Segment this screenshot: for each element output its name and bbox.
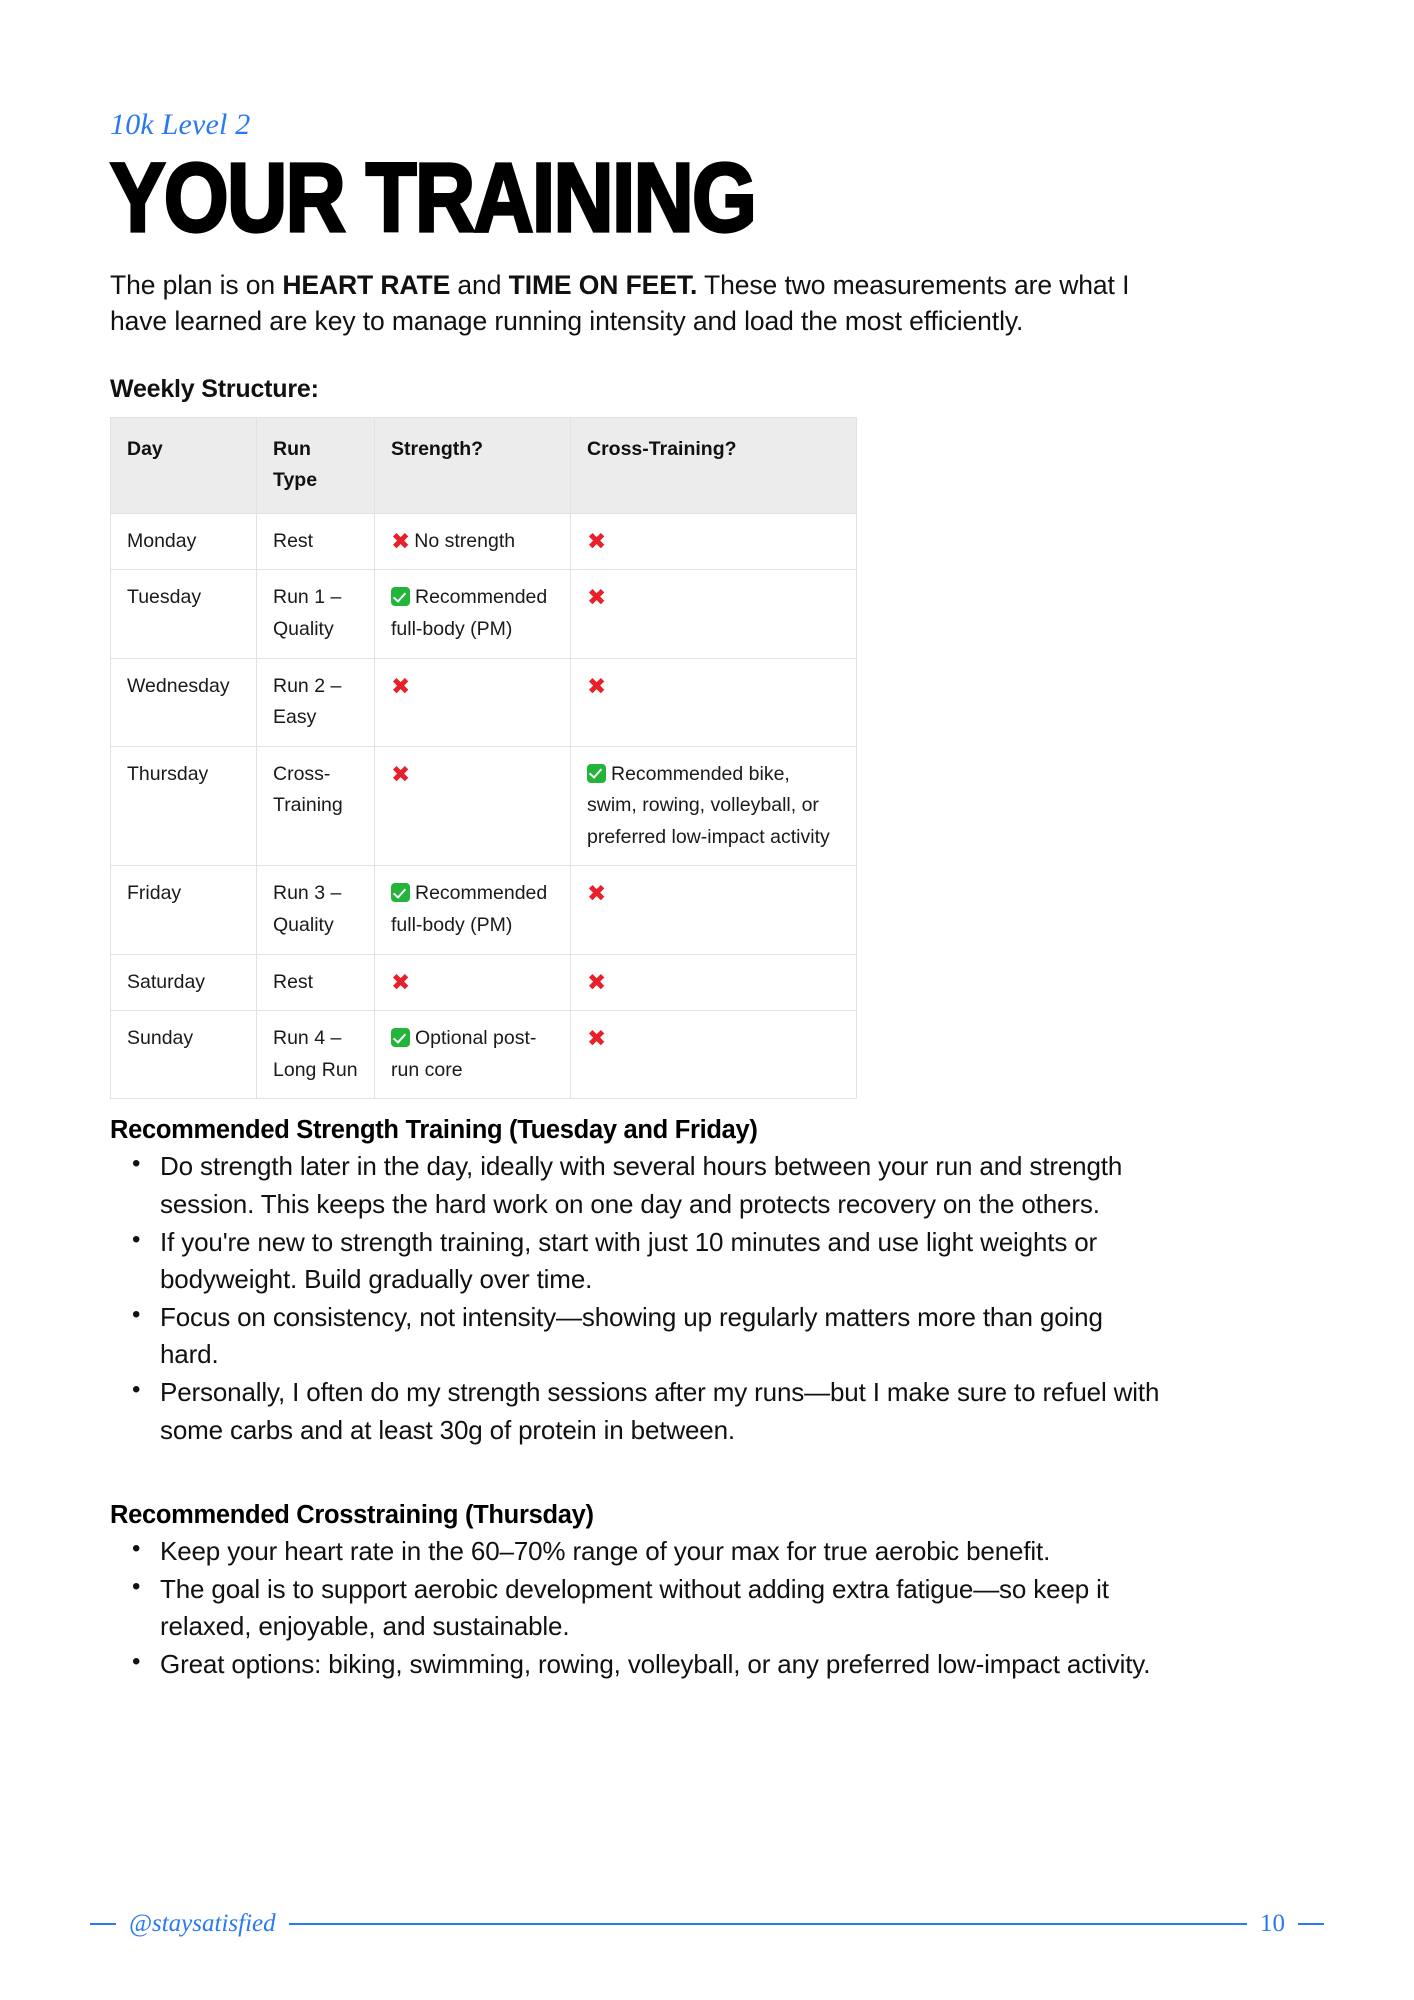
cell-day: Wednesday — [111, 658, 257, 746]
footer-rule-center — [289, 1923, 1247, 1925]
cross-mark-icon: ✖ — [587, 881, 607, 908]
cross-mark-icon: ✖ — [587, 969, 607, 996]
cell-strength — [375, 1011, 571, 1099]
cross-mark-icon: ✖ — [587, 585, 607, 612]
cross-mark-icon: ✖ — [391, 969, 411, 996]
intro-text-1: The plan is on — [110, 269, 283, 300]
cell-day: Thursday — [111, 746, 257, 866]
crosstraining-section-heading: Recommended Crosstraining (Thursday) — [110, 1500, 594, 1529]
list-item: • The goal is to support aerobic development without adding extra fatigue—so keep it relaxed, enjoyable, and sustainable. — [156, 1571, 1166, 1645]
cross-mark-icon: ✖ — [391, 528, 411, 555]
cell-run-type: Run 2 – Easy — [257, 658, 375, 746]
cell-strength — [375, 866, 571, 954]
strength-label: Recommended full-body (PM) — [391, 882, 548, 937]
cell-day: Monday — [111, 513, 257, 570]
cell-cross-training — [571, 1011, 857, 1099]
list-item: • Great options: biking, swimming, rowing, volleyball, or any preferred low-impact activity. — [156, 1646, 1166, 1683]
cell-strength — [375, 954, 571, 1011]
table-row — [111, 746, 857, 866]
table-header-row — [111, 417, 857, 513]
cell-run-type: Run 3 – Quality — [257, 866, 375, 954]
strength-label: Recommended full-body (PM) — [391, 586, 548, 640]
column-header-run-type: Run Type — [257, 417, 375, 513]
cross-mark-icon: ✖ — [587, 528, 607, 555]
weekly-structure-table — [110, 417, 857, 1100]
cell-cross-training — [571, 570, 857, 658]
page-footer — [0, 1910, 1414, 1938]
cell-day: Saturday — [111, 954, 257, 1011]
list-item: • Do strength later in the day, ideally with several hours between your run and strength session. This keeps the hard work on one day and protects recovery on the others. — [156, 1148, 1166, 1222]
intro-bold-heart-rate: HEART RATE — [282, 269, 451, 300]
strength-bullet-list — [110, 1148, 1304, 1448]
cell-day: Friday — [111, 866, 257, 954]
check-mark-icon — [391, 1028, 410, 1047]
cell-cross-training — [571, 658, 857, 746]
cell-cross-training — [571, 513, 857, 570]
cross-mark-icon: ✖ — [587, 673, 607, 700]
table-row — [111, 513, 857, 570]
cell-strength — [375, 513, 571, 570]
list-item: • If you're new to strength training, start with just 10 minutes and use light weights or bodyweight. Build gradually over time. — [156, 1224, 1166, 1298]
intro-bold-time-on-feet: TIME ON FEET. — [508, 269, 698, 300]
footer-rule-left — [90, 1923, 116, 1925]
cross-mark-icon: ✖ — [587, 1026, 607, 1053]
strength-label: Optional post-run core — [391, 1027, 537, 1081]
page-title: YOUR TRAINING — [110, 143, 756, 252]
list-item: • Keep your heart rate in the 60–70% range of your max for true aerobic benefit. — [156, 1533, 1166, 1570]
list-item: • Personally, I often do my strength sessions after my runs—but I make sure to refuel with some carbs and at least 30g of protein in between. — [156, 1374, 1166, 1448]
list-item: • Focus on consistency, not intensity—showing up regularly matters more than going hard. — [156, 1299, 1166, 1373]
column-header-cross-training: Cross-Training? — [571, 417, 857, 513]
cross-mark-icon: ✖ — [391, 673, 411, 700]
intro-paragraph — [110, 267, 1130, 339]
section-spacer — [110, 1450, 1304, 1484]
crosstraining-bullet-list — [110, 1533, 1304, 1684]
check-mark-icon — [391, 883, 410, 902]
strength-label: No strength — [414, 529, 516, 552]
cell-cross-training — [571, 866, 857, 954]
cell-run-type: Cross-Training — [257, 746, 375, 866]
cell-run-type: Run 4 – Long Run — [257, 1011, 375, 1099]
cross-training-label: Recommended bike, swim, rowing, volleyball, or preferred low-impact activity — [587, 762, 830, 848]
column-header-strength: Strength? — [375, 417, 571, 513]
cell-cross-training — [571, 954, 857, 1011]
cell-strength — [375, 658, 571, 746]
intro-text-3: These two measurements are what I have learned are key to manage running intensity and load the most efficiently. — [110, 269, 1130, 336]
table-row — [111, 954, 857, 1011]
cell-run-type: Rest — [257, 954, 375, 1011]
cell-cross-training — [571, 746, 857, 866]
cross-mark-icon: ✖ — [391, 761, 411, 788]
eyebrow-label: 10k Level 2 — [110, 108, 251, 141]
table-row — [111, 570, 857, 658]
intro-text-2: and — [450, 269, 509, 300]
cell-day: Tuesday — [111, 570, 257, 658]
footer-handle: @staysatisfied — [129, 1910, 276, 1937]
footer-rule-right — [1298, 1923, 1324, 1925]
cell-strength — [375, 570, 571, 658]
cell-run-type: Rest — [257, 513, 375, 570]
strength-section-heading: Recommended Strength Training (Tuesday and Friday) — [110, 1116, 758, 1145]
cell-run-type: Run 1 – Quality — [257, 570, 375, 658]
weekly-structure-label: Weekly Structure: — [110, 374, 319, 403]
check-mark-icon — [587, 764, 606, 783]
cell-day: Sunday — [111, 1011, 257, 1099]
table-row — [111, 1011, 857, 1099]
column-header-day: Day — [111, 417, 257, 513]
footer-page-number: 10 — [1260, 1910, 1285, 1937]
check-mark-icon — [391, 587, 410, 606]
cell-strength — [375, 746, 571, 866]
table-row — [111, 866, 857, 954]
table-row — [111, 658, 857, 746]
table-body — [111, 513, 857, 1099]
